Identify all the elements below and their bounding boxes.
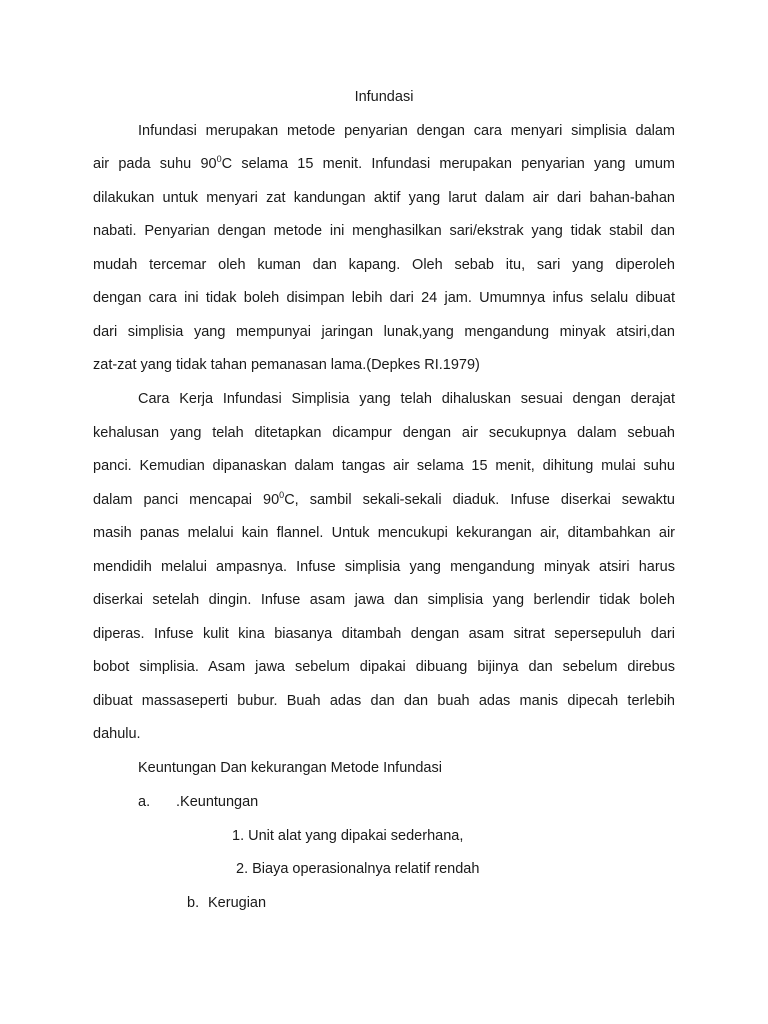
paragraph-1-line-3: dilakukan untuk menyari zat kandungan aktif yang larut dalam air dari bahan-bahan bbox=[93, 190, 675, 206]
paragraph-2-line-3: panci. Kemudian dipanaskan dalam tangas air selama 15 menit, dihitung mulai suhu bbox=[93, 458, 675, 474]
list-a-marker: a. bbox=[138, 794, 151, 810]
paragraph-2-line-9: bobot simplisia. Asam jawa sebelum dipakai dibuang bijinya dan sebelum direbus bbox=[93, 659, 675, 675]
paragraph-2-line-8: diperas. Infuse kulit kina biasanya ditambah dengan asam sitrat sepersepuluh dari bbox=[93, 626, 675, 642]
text-segment: C, sambil sekali-sekali diaduk. Infuse diserkai sewaktu bbox=[284, 492, 675, 508]
list-b-marker: b. bbox=[187, 895, 200, 911]
paragraph-1-line-1 bbox=[138, 121, 675, 141]
paragraph-1-line-6: dengan cara ini tidak boleh disimpan lebih dari 24 jam. Umumnya infus selalu dibuat bbox=[93, 290, 675, 306]
list-a-item-2: 2. Biaya operasionalnya relatif rendah bbox=[236, 861, 480, 877]
paragraph-1-line-7: dari simplisia yang mempunyai jaringan lunak,yang mengandung minyak atsiri,dan bbox=[93, 324, 675, 340]
paragraph-2-line-4 bbox=[93, 490, 675, 510]
paragraph-2-line-7: diserkai setelah dingin. Infuse asam jawa dan simplisia yang berlendir tidak boleh bbox=[93, 592, 675, 608]
paragraph-2-line-5: masih panas melalui kain flannel. Untuk mencukupi kekurangan air, ditambahkan air bbox=[93, 525, 675, 541]
paragraph-2-line-11: dahulu. bbox=[93, 726, 141, 742]
document-title: Infundasi bbox=[354, 89, 414, 105]
paragraph-2-line-10: dibuat massaseperti bubur. Buah adas dan dan buah adas manis dipecah terlebih bbox=[93, 693, 675, 709]
degree-superscript: 0 bbox=[279, 490, 285, 501]
paragraph-2-line-6: mendidih melalui ampasnya. Infuse simplisia yang mengandung minyak atsiri harus bbox=[93, 559, 675, 575]
text-segment: air pada suhu 90 bbox=[93, 156, 217, 172]
section-heading: Keuntungan Dan kekurangan Metode Infundasi bbox=[138, 760, 442, 776]
text-segment: dalam panci mencapai 90 bbox=[93, 492, 280, 508]
paragraph-1-line-2 bbox=[93, 154, 675, 174]
text-line: Infundasi merupakan metode penyarian dengan cara menyari simplisia dalam bbox=[138, 123, 675, 139]
paragraph-1-line-4: nabati. Penyarian dengan metode ini menghasilkan sari/ekstrak yang tidak stabil dan bbox=[93, 223, 675, 239]
list-b-label: Kerugian bbox=[208, 895, 267, 911]
paragraph-2-line-2: kehalusan yang telah ditetapkan dicampur dengan air secukupnya dalam sebuah bbox=[93, 425, 675, 441]
text-segment: C selama 15 menit. Infundasi merupakan penyarian yang umum bbox=[221, 156, 675, 172]
list-a-item-1: 1. Unit alat yang dipakai sederhana, bbox=[232, 828, 464, 844]
list-a-label: .Keuntungan bbox=[176, 794, 259, 810]
paragraph-1-line-8: zat-zat yang tidak tahan pemanasan lama.(Depkes RI.1979) bbox=[93, 357, 480, 373]
degree-superscript: 0 bbox=[216, 154, 222, 165]
paragraph-1-line-5: mudah tercemar oleh kuman dan kapang. Oleh sebab itu, sari yang diperoleh bbox=[93, 257, 675, 273]
paragraph-2-line-1: Cara Kerja Infundasi Simplisia yang telah dihaluskan sesuai dengan derajat bbox=[138, 391, 675, 407]
